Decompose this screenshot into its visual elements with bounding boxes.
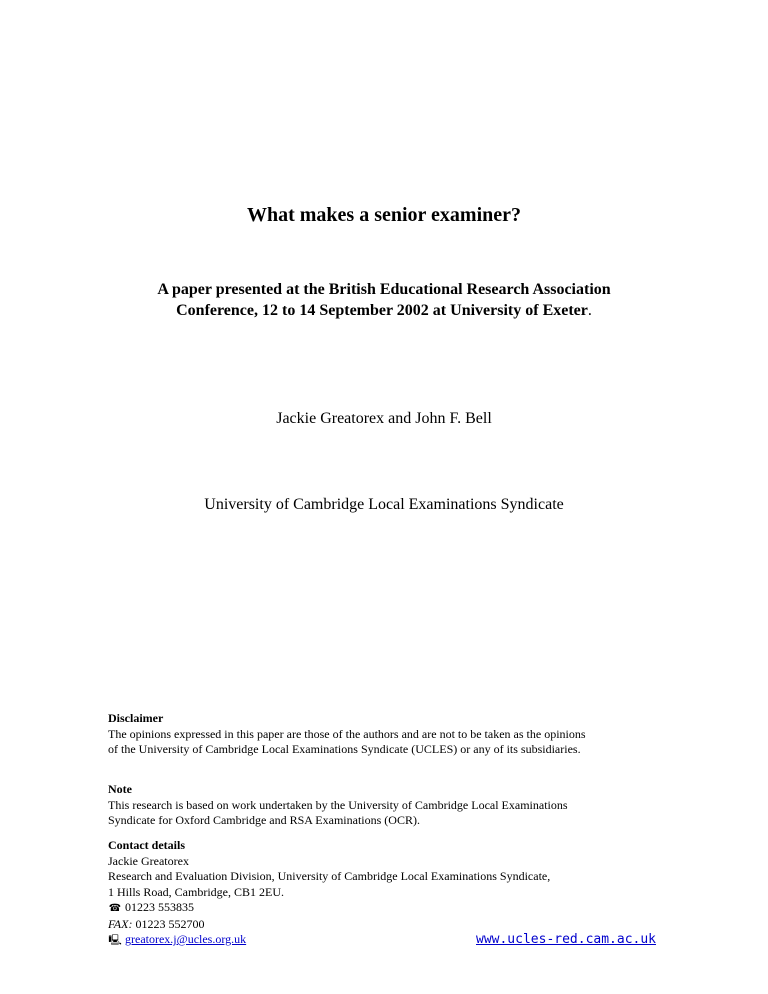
subtitle-line-2 bbox=[0, 300, 768, 321]
contact-section bbox=[108, 838, 668, 949]
paper-title: What makes a senior examiner? bbox=[246, 204, 522, 226]
contact-heading: Contact details bbox=[108, 838, 185, 852]
contact-phone: 01223 553835 bbox=[125, 900, 194, 914]
note-section bbox=[108, 782, 668, 829]
conference-subtitle bbox=[0, 279, 768, 321]
contact-name: Jackie Greatorex bbox=[108, 853, 189, 868]
note-heading: Note bbox=[108, 782, 132, 796]
subtitle-line-1: A paper presented at the British Educational Research Association bbox=[157, 281, 611, 298]
computer-icon: 🖳 bbox=[108, 935, 122, 946]
note-line-2: Syndicate for Oxford Cambridge and RSA Examinations (OCR). bbox=[108, 813, 420, 827]
email-link[interactable]: greatorex.j@ucles.org.uk bbox=[125, 932, 247, 946]
authors: Jackie Greatorex and John F. Bell bbox=[276, 410, 492, 427]
contact-address-2: 1 Hills Road, Cambridge, CB1 2EU. bbox=[108, 884, 284, 899]
disclaimer-line-2: of the University of Cambridge Local Examinations Syndicate (UCLES) or any of its subsidiaries. bbox=[108, 742, 581, 756]
disclaimer-heading: Disclaimer bbox=[108, 711, 164, 725]
fax-label: FAX: bbox=[108, 916, 133, 931]
disclaimer-section bbox=[108, 711, 668, 758]
phone-icon: ☎ bbox=[108, 903, 122, 914]
website-link[interactable]: www.ucles-red.cam.ac.uk bbox=[476, 932, 657, 947]
note-line-1: This research is based on work undertaken by the University of Cambridge Local Examinations bbox=[108, 797, 568, 812]
affiliation: University of Cambridge Local Examinations Syndicate bbox=[204, 496, 564, 513]
contact-email-line bbox=[108, 932, 668, 949]
contact-address-1: Research and Evaluation Division, University of Cambridge Local Examinations Syndicate, bbox=[108, 869, 551, 883]
contact-phone-line bbox=[108, 900, 668, 917]
subtitle-line-2-text: Conference, 12 to 14 September 2002 at University of Exeter bbox=[176, 302, 588, 319]
subtitle-period: . bbox=[587, 302, 592, 319]
disclaimer-line-1: The opinions expressed in this paper are those of the authors and are not to be taken as the opinions bbox=[108, 726, 586, 741]
contact-fax: 01223 552700 bbox=[135, 916, 205, 931]
contact-fax-line bbox=[108, 917, 668, 933]
